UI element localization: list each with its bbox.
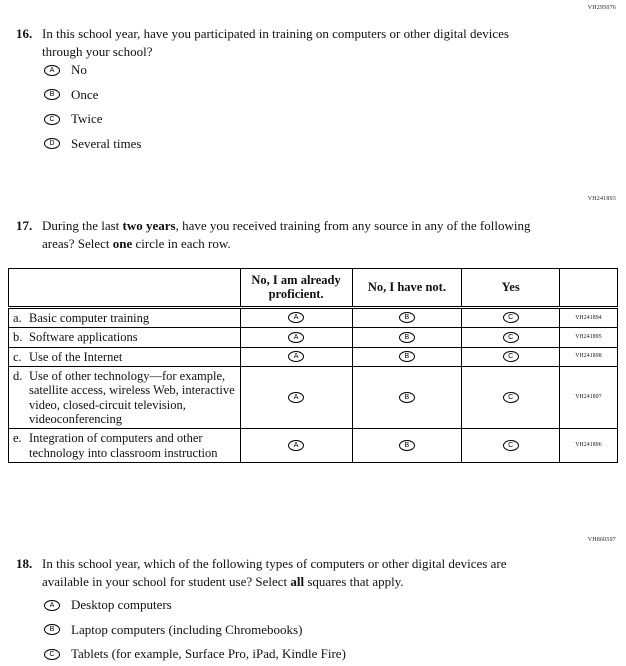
option-label: Once [71, 86, 99, 102]
question-text [42, 555, 547, 591]
question-text-bold: two years [122, 218, 176, 233]
question-17 [16, 217, 547, 253]
table-response-cell [240, 328, 352, 347]
response-oval[interactable]: C [503, 351, 519, 362]
option-label: Laptop computers (including Chromebooks) [71, 621, 303, 637]
table-header-cell: Yes [462, 269, 560, 308]
table-row-label [9, 307, 241, 327]
table-row-label [9, 347, 241, 366]
answer-option[interactable] [44, 64, 141, 76]
response-oval[interactable]: C [44, 114, 60, 125]
table-response-cell [462, 429, 560, 463]
question-16 [16, 25, 547, 61]
question-18-code: VH860597 [587, 537, 616, 543]
response-oval[interactable]: A [44, 65, 60, 76]
question-16-options [44, 64, 141, 162]
response-oval[interactable]: B [399, 351, 415, 362]
response-oval[interactable]: D [44, 138, 60, 149]
response-oval[interactable]: A [288, 392, 304, 403]
table-response-cell [240, 307, 352, 327]
response-oval[interactable]: A [288, 332, 304, 343]
table-response-cell [240, 347, 352, 366]
training-areas-table [8, 268, 618, 463]
question-18-options [44, 599, 346, 666]
table-row [9, 366, 618, 429]
table-header-blank [560, 269, 618, 308]
question-17-code: VH241893 [587, 196, 616, 202]
table-row-code: VH241897 [560, 366, 618, 429]
table-response-cell [352, 307, 462, 327]
table-row [9, 328, 618, 347]
response-oval[interactable]: C [44, 649, 60, 660]
option-label: Tablets (for example, Surface Pro, iPad, Kindle Fire) [71, 646, 346, 661]
question-text-part: In this school year, which of the following types of computers or other digital devices are available in your school for student use? Select [42, 556, 507, 589]
question-number: 17. [16, 218, 33, 233]
table-header-cell: No, I am already proficient. [240, 269, 352, 308]
table-row-code: VH241896 [560, 429, 618, 463]
table-row-code: VH241894 [560, 307, 618, 327]
answer-option[interactable] [44, 621, 346, 637]
table-row-label [9, 366, 241, 429]
table-response-cell [462, 307, 560, 327]
table-response-cell [462, 366, 560, 429]
answer-option[interactable] [44, 135, 142, 151]
question-text-bold: all [290, 573, 305, 589]
response-oval[interactable]: C [503, 332, 519, 343]
option-label: No [71, 62, 87, 77]
table-header-blank [9, 269, 241, 308]
answer-option[interactable] [44, 113, 141, 125]
table-response-cell [352, 366, 462, 429]
table-header-cell: No, I have not. [352, 269, 462, 308]
table-response-cell [240, 429, 352, 463]
response-oval[interactable]: B [44, 624, 60, 635]
row-letter: c. [13, 349, 22, 364]
answer-option[interactable] [44, 648, 346, 660]
question-text-part: During the last [42, 218, 123, 233]
table-header-row [9, 269, 618, 308]
table-row [9, 429, 618, 463]
response-oval[interactable]: A [44, 600, 60, 611]
response-oval[interactable]: C [503, 392, 519, 403]
question-number: 16. [16, 26, 33, 41]
row-letter: a. [13, 310, 22, 325]
table-response-cell [352, 429, 462, 463]
table-response-cell [352, 347, 462, 366]
question-text-part: squares that apply. [304, 573, 404, 589]
row-letter: b. [13, 330, 23, 345]
option-label: Desktop computers [71, 597, 172, 612]
table-row-label [9, 429, 241, 463]
row-text: Software applications [29, 330, 138, 345]
table-response-cell [462, 347, 560, 366]
question-18 [16, 555, 547, 591]
response-oval[interactable]: B [399, 312, 415, 323]
table-response-cell [352, 328, 462, 347]
row-letter: e. [13, 431, 22, 446]
question-text-part: circle in each row. [132, 235, 231, 251]
response-oval[interactable]: B [399, 392, 415, 403]
row-text: Use of the Internet [29, 349, 123, 364]
question-text-part: , have you received training from any source in any of the following areas? Select [42, 218, 531, 251]
response-oval[interactable]: C [503, 312, 519, 323]
response-oval[interactable]: C [503, 440, 519, 451]
option-label: Twice [71, 111, 103, 126]
table-row [9, 347, 618, 366]
question-text-bold: one [112, 235, 133, 251]
response-oval[interactable]: A [288, 351, 304, 362]
row-text: Basic computer training [29, 310, 150, 325]
row-letter: d. [13, 368, 23, 383]
option-label: Several times [71, 135, 142, 151]
table-response-cell [462, 328, 560, 347]
table-row-code: VH241898 [560, 347, 618, 366]
answer-option[interactable] [44, 599, 346, 611]
response-oval[interactable]: A [288, 440, 304, 451]
table-row [9, 307, 618, 327]
response-oval[interactable]: A [288, 312, 304, 323]
response-oval[interactable]: B [44, 89, 60, 100]
row-text: Use of other technology—for example, satellite access, wireless Web, interactive video, closed-circuit television, videoconferencing [29, 368, 235, 426]
table-row-code: VH241895 [560, 328, 618, 347]
question-text [42, 217, 547, 253]
question-16-code: VH295076 [587, 5, 616, 11]
row-text: Integration of computers and other technology into classroom instruction [29, 431, 218, 460]
table-row-label [9, 328, 241, 347]
question-number: 18. [16, 556, 33, 571]
response-oval[interactable]: B [399, 440, 415, 451]
response-oval[interactable]: B [399, 332, 415, 343]
question-text: In this school year, have you participated in training on computers or other digital devices through your school? [42, 26, 509, 59]
answer-option[interactable] [44, 86, 141, 102]
table-response-cell [240, 366, 352, 429]
